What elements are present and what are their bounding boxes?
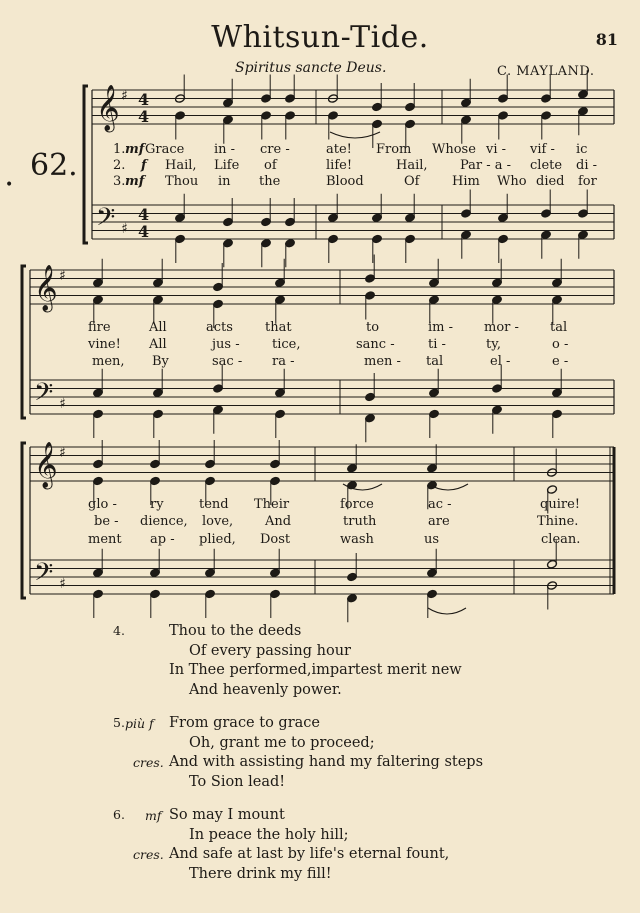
lyric-syllable: mf — [125, 174, 145, 189]
system-bracket — [84, 86, 88, 243]
lyric-syllable: Hail, — [165, 158, 197, 173]
lyric-syllable: 1. — [113, 142, 126, 157]
lyric-syllable: clean. — [541, 532, 581, 547]
sharp-icon: ♯ — [59, 396, 66, 412]
verse-line: And with assisting hand my faltering steps — [169, 754, 484, 770]
time-signature: 4 — [138, 222, 150, 241]
lyric-syllable: vine! — [88, 337, 121, 352]
lyric-syllable: men, — [92, 354, 125, 369]
lyric-syllable: Blood — [326, 174, 364, 189]
lyric-syllable: ic — [576, 142, 588, 157]
lyric-syllable: life! — [326, 158, 353, 173]
dynamic-mark: cres. — [133, 847, 164, 862]
lyric-syllable: fire — [88, 320, 111, 335]
time-signature: 4 — [138, 107, 150, 126]
sharp-icon: ♯ — [121, 88, 128, 104]
lyric-syllable: tal — [426, 354, 444, 369]
verse-line: And safe at last by life's eternal fount, — [169, 846, 450, 862]
lyric-syllable: e - — [552, 354, 569, 369]
verse-line: In peace the holy hill; — [189, 826, 349, 843]
lyric-syllable: Thou — [165, 174, 199, 189]
lyric-syllable: that — [265, 320, 292, 335]
lyric-syllable: plied, — [199, 532, 236, 547]
lyric-syllable: mor - — [484, 320, 519, 335]
lyric-syllable: quire! — [540, 497, 580, 512]
lyric-syllable: the — [259, 174, 281, 189]
lyric-syllable: dience, — [140, 514, 188, 529]
lyric-syllable: cre - — [260, 142, 290, 157]
lyric-syllable: men - — [364, 354, 401, 369]
lyric-syllable: ry — [150, 497, 164, 512]
lyric-syllable: tal — [550, 320, 568, 335]
lyric-syllable: of — [264, 158, 277, 173]
lyric-syllable: Grace — [145, 142, 185, 157]
lyric-syllable: us — [424, 532, 440, 547]
verse-line: In Thee performed,impartest merit new — [169, 662, 462, 678]
lyric-syllable: Hail, — [396, 158, 428, 173]
lyric-syllable: acts — [206, 320, 233, 335]
lyric-syllable: o - — [552, 337, 569, 352]
dynamic-mark: mf — [145, 808, 162, 823]
bass-clef-icon: 𝄢 — [34, 558, 54, 593]
time-signature: 4 — [138, 205, 150, 224]
lyric-syllable: 3. — [113, 174, 126, 189]
lyric-syllable: ty, — [486, 337, 501, 352]
lyric-syllable: Who — [497, 174, 527, 189]
lyric-syllable: tice, — [272, 337, 301, 352]
lyric-syllable: ac - — [428, 497, 452, 512]
lyric-syllable: mf — [125, 142, 145, 157]
lyric-syllable: All — [149, 337, 167, 352]
dynamic-mark: cres. — [133, 755, 164, 770]
treble-clef-icon: 𝄞 — [34, 265, 58, 311]
lyric-syllable: Thine. — [537, 514, 579, 529]
verse-line: Oh, grant me to proceed; — [189, 734, 375, 751]
lyric-syllable: And — [265, 514, 292, 529]
lyric-syllable: el - — [490, 354, 511, 369]
verse-line: To Sion lead! — [189, 773, 286, 790]
lyric-syllable: di - — [576, 158, 598, 173]
lyric-syllable: to — [366, 320, 380, 335]
lyric-syllable: truth — [343, 514, 377, 529]
sharp-icon: ♯ — [59, 268, 66, 284]
lyric-syllable: Their — [254, 497, 290, 512]
verse-number: 5. — [113, 715, 125, 730]
composer-name: C. MAYLAND. — [497, 64, 595, 79]
lyric-syllable: died — [536, 174, 565, 189]
lyric-syllable: are — [428, 514, 450, 529]
lyric-syllable: 2. — [113, 158, 126, 173]
treble-clef-icon: 𝄞 — [96, 85, 120, 131]
bass-clef-icon: 𝄢 — [96, 203, 116, 238]
lyric-syllable: ra - — [272, 354, 295, 369]
lyric-syllable: ate! — [326, 142, 352, 157]
lyric-syllable: Par - a - — [460, 158, 512, 173]
lyric-syllable: f — [141, 158, 147, 173]
time-signature: 4 — [138, 90, 150, 109]
sharp-icon: ♯ — [59, 445, 66, 461]
sharp-icon: ♯ — [59, 576, 66, 592]
verse-line: From grace to grace — [169, 715, 320, 731]
lyric-syllable: glo - — [88, 497, 117, 512]
verse-number: 4. — [113, 623, 125, 638]
slur — [428, 608, 466, 614]
lyric-syllable: in - — [214, 142, 236, 157]
lyric-syllable: ment — [88, 532, 122, 547]
lyric-syllable: im - — [428, 320, 454, 335]
lyric-syllable: force — [340, 497, 374, 512]
system-bracket — [22, 266, 26, 418]
verse-line: Thou to the deeds — [169, 623, 302, 639]
lyric-syllable: wash — [340, 532, 374, 547]
lyric-syllable: All — [149, 320, 167, 335]
lyric-syllable: love, — [202, 514, 234, 529]
lyric-syllable: jus - — [212, 337, 240, 352]
lyric-syllable: sac - — [212, 354, 243, 369]
lyric-syllable: Of — [404, 174, 420, 189]
lyric-syllable: vi - — [486, 142, 507, 157]
lyric-syllable: tend — [199, 497, 229, 512]
lyric-syllable: ap - — [150, 532, 175, 547]
lyric-syllable: vif - — [530, 142, 555, 157]
lyric-syllable: Whose — [432, 142, 476, 157]
bullet-mark: • — [5, 177, 14, 193]
verse-line: And heavenly power. — [189, 681, 342, 698]
lyric-syllable: for — [578, 174, 597, 189]
lyric-syllable: Dost — [260, 532, 291, 547]
lyric-syllable: From — [376, 142, 412, 157]
verse-line: Of every passing hour — [189, 642, 351, 659]
system-bracket — [22, 443, 26, 598]
dynamic-mark: più f — [125, 716, 154, 731]
lyric-syllable: clete — [530, 158, 563, 173]
lyric-syllable: Him — [452, 174, 480, 189]
verse-line: So may I mount — [169, 807, 285, 823]
treble-clef-icon: 𝄞 — [34, 442, 58, 488]
lyric-syllable: Life — [214, 158, 240, 173]
verse-line: There drink my fill! — [189, 865, 332, 882]
lyric-syllable: in — [218, 174, 231, 189]
tune-name: Spiritus sancte Deus. — [235, 60, 387, 76]
hymn-number: 62. — [30, 148, 78, 183]
lyric-syllable: sanc - — [356, 337, 395, 352]
hymn-title: Whitsun-Tide. — [211, 20, 429, 55]
sharp-icon: ♯ — [121, 221, 128, 237]
lyric-syllable: ti - — [428, 337, 446, 352]
page-number: 81 — [595, 30, 618, 49]
verse-number: 6. — [113, 807, 125, 822]
bass-clef-icon: 𝄢 — [34, 378, 54, 413]
lyric-syllable: be - — [94, 514, 119, 529]
lyric-syllable: By — [152, 354, 169, 369]
